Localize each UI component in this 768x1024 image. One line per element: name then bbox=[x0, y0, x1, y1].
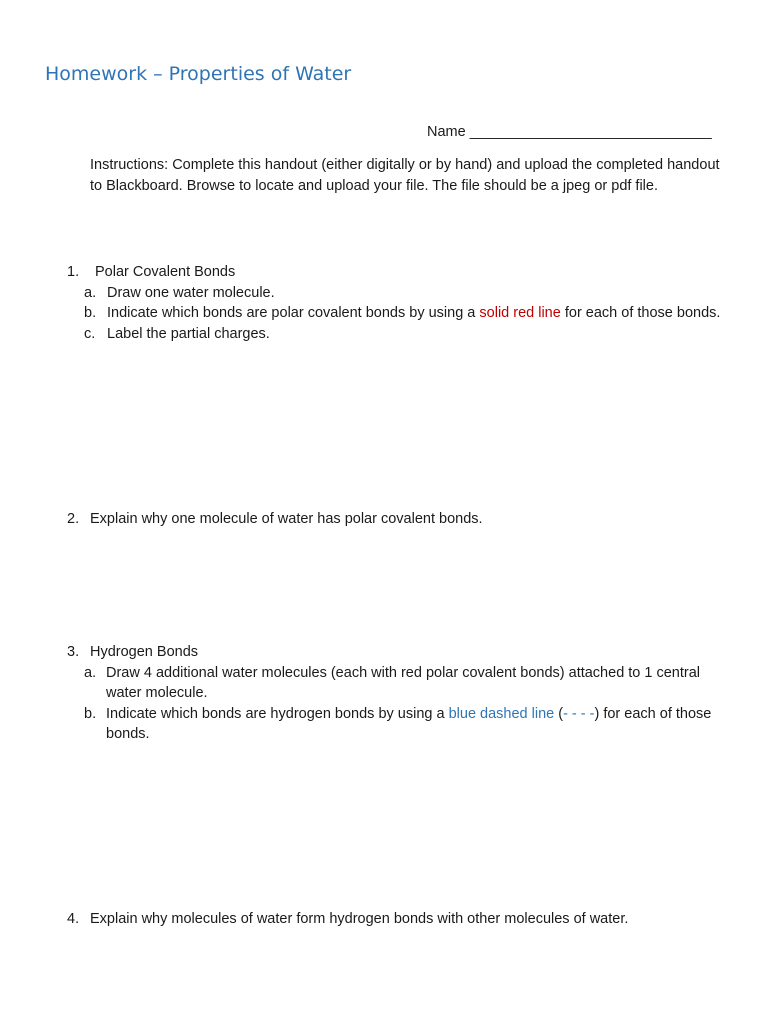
list-item bbox=[67, 324, 727, 345]
question-number: 4. bbox=[67, 911, 80, 927]
page-title: Homework – Properties of Water bbox=[45, 63, 352, 85]
list-item bbox=[67, 303, 727, 324]
list-item bbox=[67, 663, 727, 704]
question-1 bbox=[67, 262, 727, 344]
list-item bbox=[67, 704, 727, 745]
question-heading bbox=[67, 262, 727, 283]
item-text-after: ) for each of those bonds. bbox=[106, 705, 712, 742]
item-letter: c. bbox=[84, 325, 96, 342]
blue-dashed-line-label: blue dashed line bbox=[448, 705, 555, 722]
question-text: Explain why molecules of water form hydrogen bonds with other molecules of water. bbox=[90, 911, 629, 927]
solid-red-line-label: solid red line bbox=[479, 305, 561, 321]
dash-sample: - - - - bbox=[563, 705, 595, 722]
item-letter: a. bbox=[84, 664, 97, 681]
item-text: Draw 4 additional water molecules (each with red polar covalent bonds) attached to 1 central water molecule. bbox=[106, 664, 701, 701]
question-text: Explain why one molecule of water has polar covalent bonds. bbox=[90, 511, 483, 527]
item-text-before: Indicate which bonds are polar covalent bonds by using a bbox=[107, 305, 480, 321]
question-4 bbox=[67, 909, 727, 930]
question-text: Polar Covalent Bonds bbox=[95, 264, 236, 280]
paren-open: ( bbox=[554, 705, 564, 722]
question-heading bbox=[67, 642, 727, 663]
item-text-before: Indicate which bonds are hydrogen bonds by using a bbox=[106, 705, 449, 722]
question-number: 3. bbox=[67, 644, 80, 660]
question-number: 1. bbox=[67, 264, 80, 280]
question-2 bbox=[67, 509, 727, 530]
item-letter: b. bbox=[84, 705, 97, 722]
item-letter: a. bbox=[84, 284, 97, 301]
instructions: Instructions: Complete this handout (either digitally or by hand) and upload the completed handout to Blackboard. Browse to locate and upload your file. The file should be a jpeg or pdf file. bbox=[90, 157, 720, 194]
item-text: Label the partial charges. bbox=[107, 325, 270, 342]
name-blank: ______________________________ bbox=[469, 124, 712, 140]
item-text: Draw one water molecule. bbox=[107, 284, 275, 301]
item-text-after: for each of those bonds. bbox=[560, 305, 721, 321]
question-text: Hydrogen Bonds bbox=[90, 644, 199, 660]
question-3 bbox=[67, 642, 727, 745]
question-number: 2. bbox=[67, 511, 80, 527]
list-item bbox=[67, 283, 727, 304]
item-letter: b. bbox=[84, 305, 97, 321]
question-heading bbox=[67, 509, 727, 530]
question-heading bbox=[67, 909, 727, 930]
name-label: Name bbox=[427, 124, 466, 140]
name-field[interactable] bbox=[427, 122, 712, 143]
